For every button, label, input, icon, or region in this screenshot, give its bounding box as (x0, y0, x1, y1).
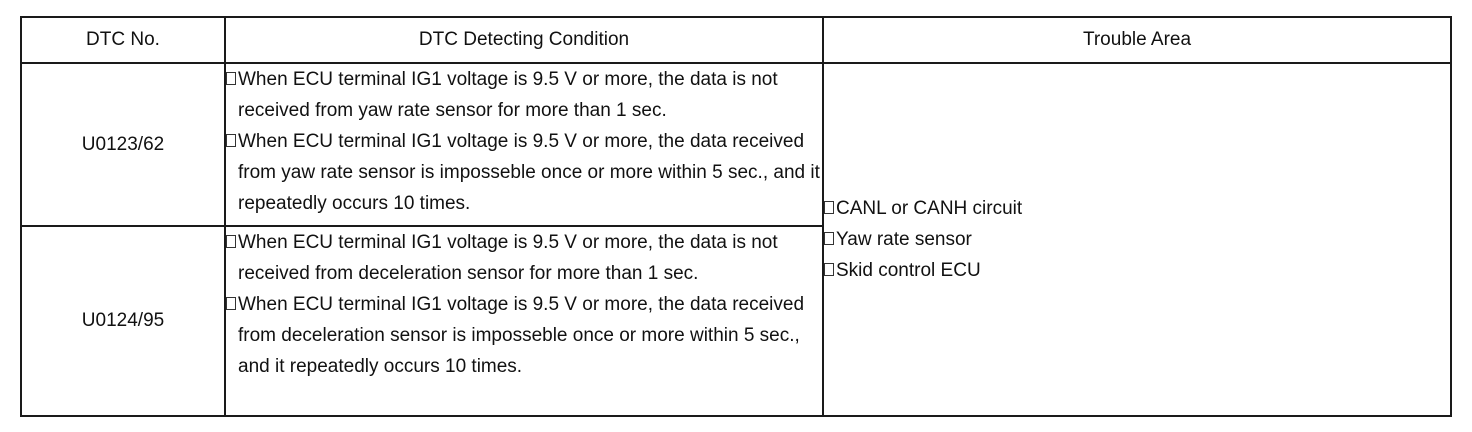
table-row (21, 63, 1451, 226)
header-trouble-area: Trouble Area (823, 17, 1451, 63)
condition-item (226, 126, 822, 219)
dtc-table (20, 16, 1452, 417)
condition-text: When ECU terminal IG1 voltage is 9.5 V or more, the data is not received from deceleration sensor for more than 1 sec. (238, 232, 778, 284)
checkbox-square-icon (824, 201, 834, 214)
trouble-area-text: CANL or CANH circuit (836, 198, 1023, 219)
trouble-area-text: Yaw rate sensor (836, 229, 972, 250)
condition-item (226, 64, 822, 126)
trouble-area-item (824, 193, 1450, 224)
header-detecting-condition: DTC Detecting Condition (225, 17, 823, 63)
checkbox-square-icon (226, 297, 236, 310)
checkbox-square-icon (824, 232, 834, 245)
checkbox-square-icon (226, 72, 236, 85)
trouble-area-item (824, 255, 1450, 286)
checkbox-square-icon (226, 235, 236, 248)
checkbox-square-icon (824, 263, 834, 276)
dtc-code: U0124/95 (21, 226, 225, 416)
checkbox-square-icon (226, 134, 236, 147)
header-row (21, 17, 1451, 63)
trouble-area-cell (823, 63, 1451, 416)
condition-text: When ECU terminal IG1 voltage is 9.5 V or more, the data received from deceleration sensor is imposseble once or more within 5 sec., and it repeatedly occurs 10 times. (238, 294, 805, 377)
detecting-condition-cell (225, 226, 823, 416)
header-dtc-no: DTC No. (21, 17, 225, 63)
detecting-condition-cell (225, 63, 823, 226)
condition-item (226, 289, 822, 382)
condition-text: When ECU terminal IG1 voltage is 9.5 V or more, the data received from yaw rate sensor is imposseble once or more within 5 sec., and it repeatedly occurs 10 times. (238, 131, 820, 214)
condition-item (226, 227, 822, 289)
dtc-code: U0123/62 (21, 63, 225, 226)
trouble-area-item (824, 224, 1450, 255)
trouble-area-text: Skid control ECU (836, 260, 981, 281)
condition-text: When ECU terminal IG1 voltage is 9.5 V or more, the data is not received from yaw rate sensor for more than 1 sec. (238, 69, 778, 121)
